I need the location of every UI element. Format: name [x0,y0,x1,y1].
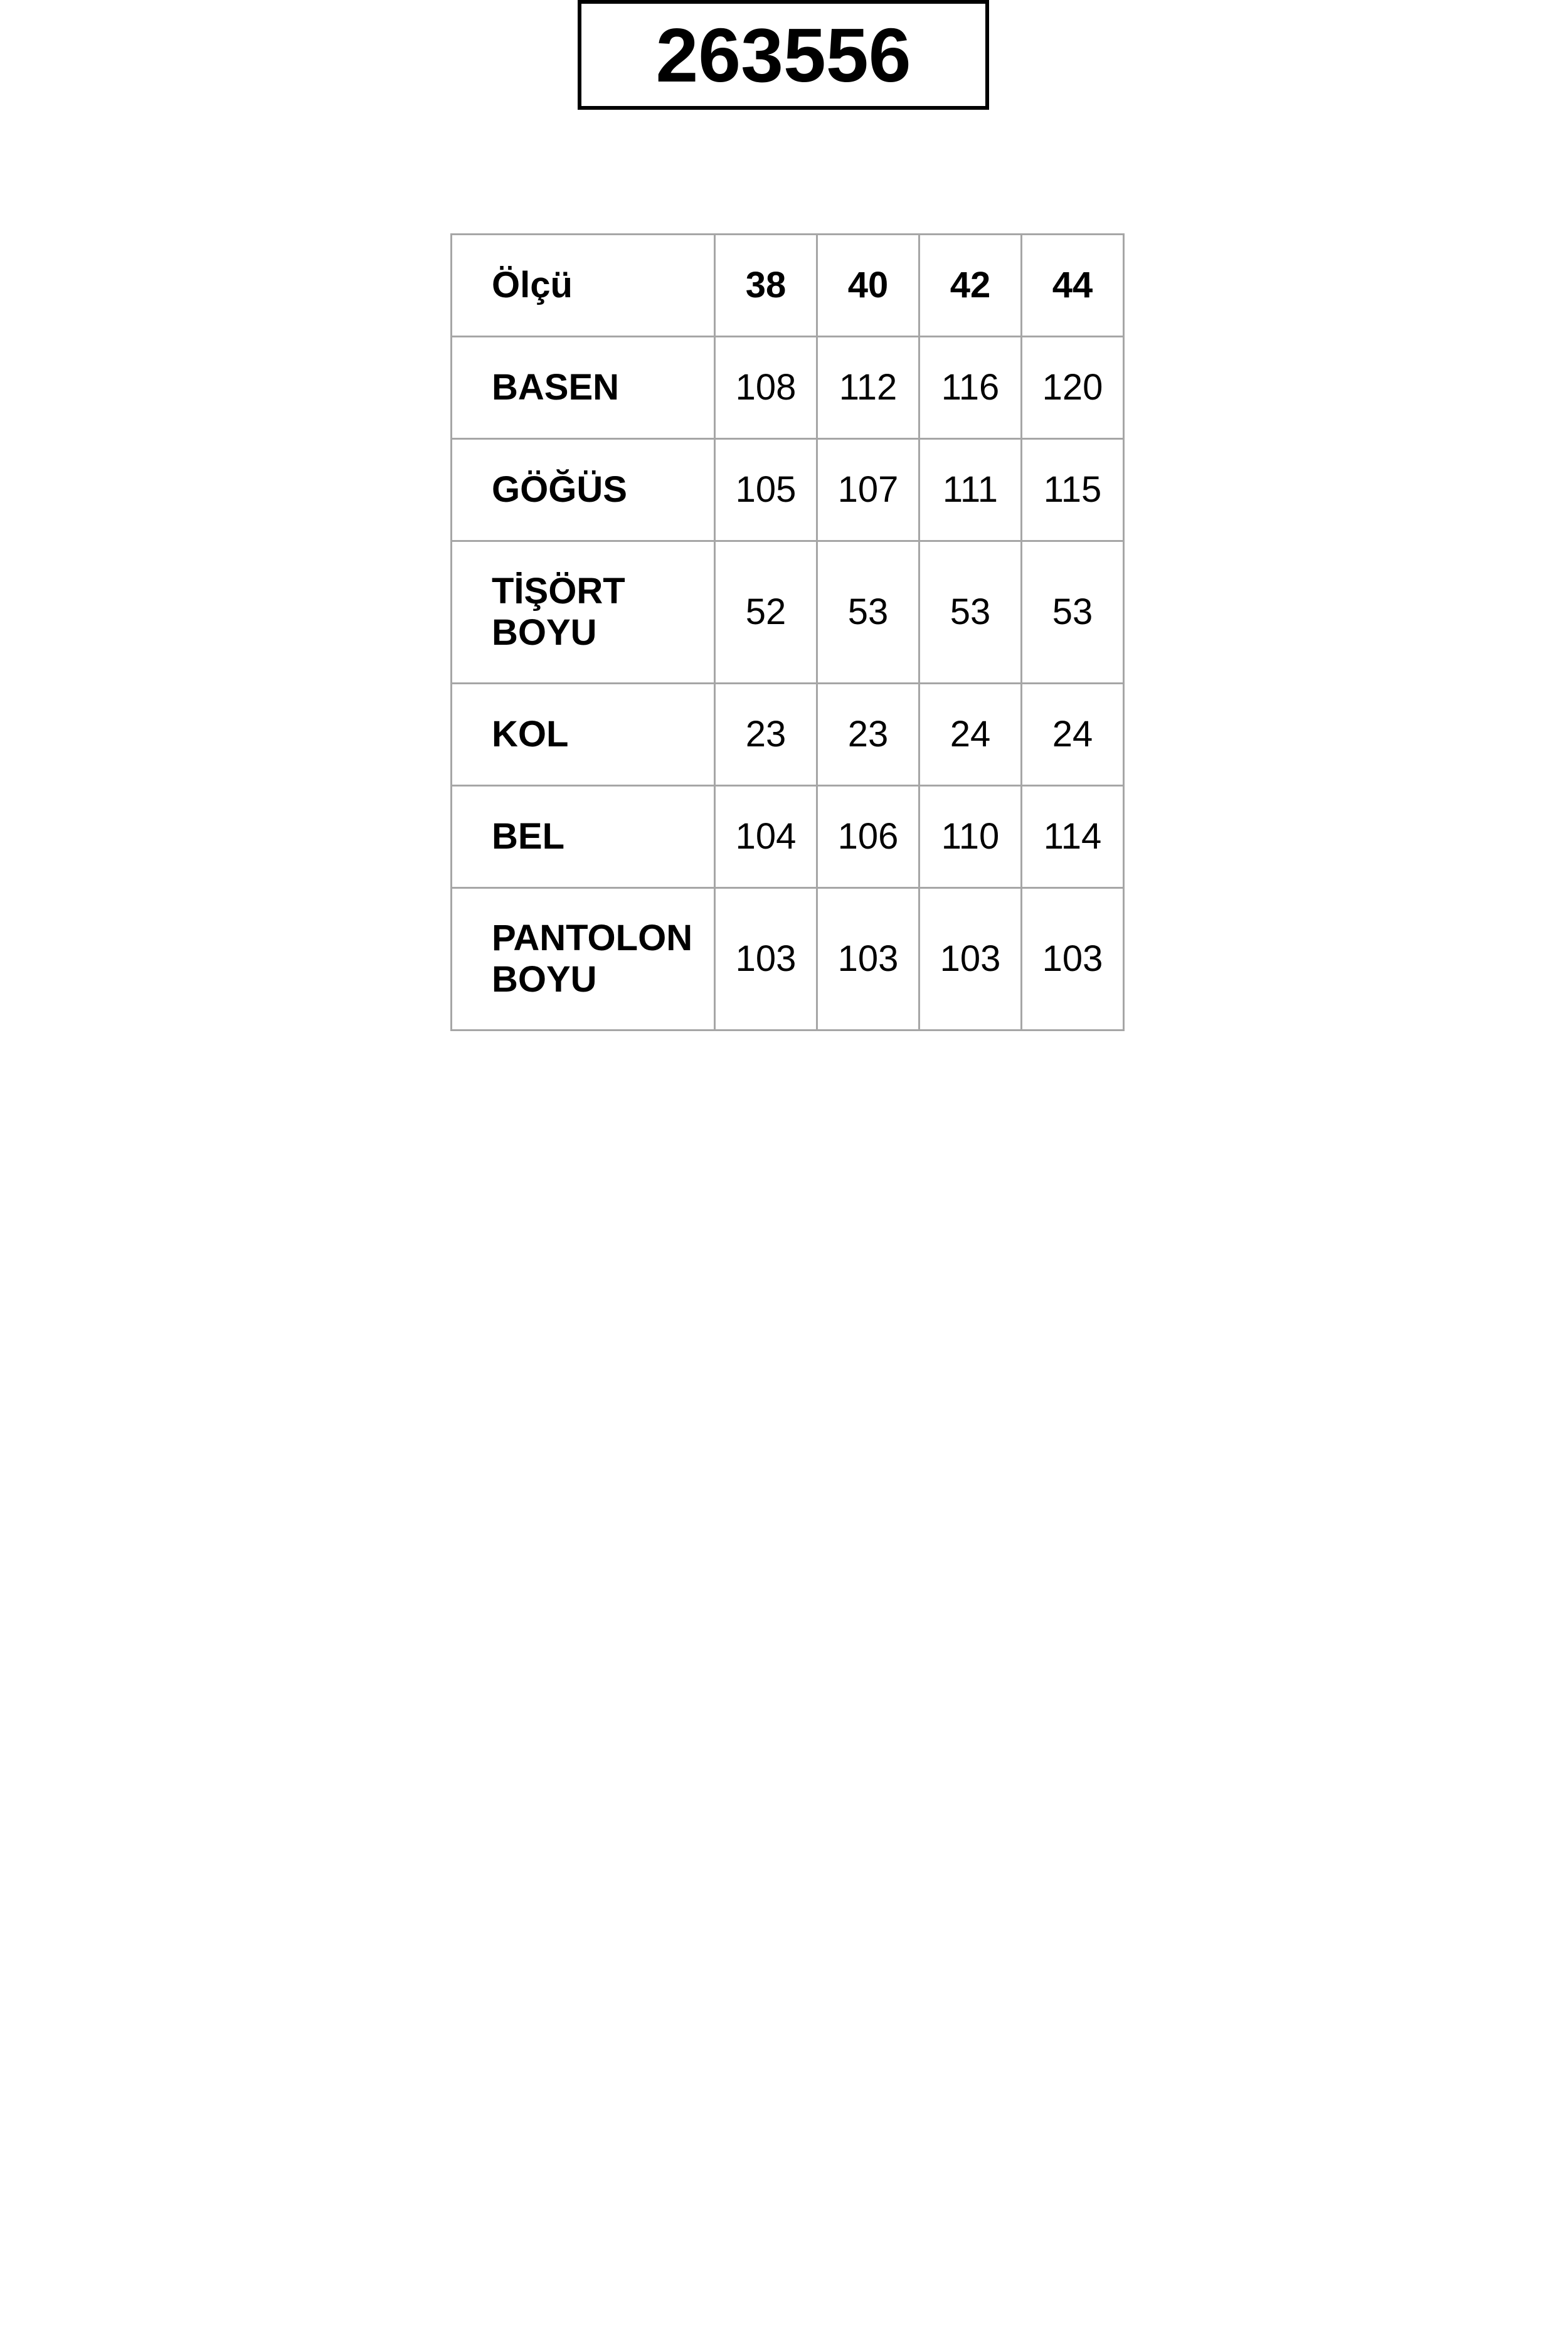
table-row [452,786,1124,888]
table-row [452,541,1124,684]
table-cell: 111 [919,439,1022,541]
table-cell: 114 [1022,786,1124,888]
row-label [452,337,715,439]
header-label: Ölçü [452,235,715,337]
table-cell: 52 [715,541,817,684]
table-row [452,888,1124,1030]
size-chart-table [450,233,1125,1031]
table-cell: 53 [919,541,1022,684]
header-size: 40 [817,235,919,337]
table-cell: 105 [715,439,817,541]
table-cell: 108 [715,337,817,439]
row-label-line: BOYU [492,959,597,1000]
table-cell: 120 [1022,337,1124,439]
header-size: 38 [715,235,817,337]
row-label-line: KOL [492,714,569,755]
table-cell: 115 [1022,439,1124,541]
table-cell: 110 [919,786,1022,888]
table-header-row [452,235,1124,337]
header-size: 42 [919,235,1022,337]
table-cell: 107 [817,439,919,541]
row-label [452,439,715,541]
row-label [452,684,715,786]
table-cell: 23 [817,684,919,786]
row-label-line: BEL [492,816,564,857]
table-row [452,337,1124,439]
table-cell: 24 [919,684,1022,786]
table-cell: 103 [919,888,1022,1030]
table-cell: 103 [1022,888,1124,1030]
table-cell: 116 [919,337,1022,439]
row-label [452,541,715,684]
table-cell: 104 [715,786,817,888]
header-size: 44 [1022,235,1124,337]
table-cell: 106 [817,786,919,888]
row-label-line: BOYU [492,612,597,653]
table-cell: 103 [817,888,919,1030]
table-cell: 24 [1022,684,1124,786]
row-label-line: BASEN [492,367,620,408]
row-label-line: GÖĞÜS [492,469,627,510]
row-label [452,888,715,1030]
table-row [452,439,1124,541]
product-code: 263556 [578,0,989,110]
table-cell: 53 [1022,541,1124,684]
table-cell: 103 [715,888,817,1030]
row-label-line: PANTOLON [492,918,693,958]
row-label [452,786,715,888]
table-cell: 112 [817,337,919,439]
table-row [452,684,1124,786]
table-cell: 53 [817,541,919,684]
table-cell: 23 [715,684,817,786]
row-label-line: TİŞÖRT [492,571,625,612]
